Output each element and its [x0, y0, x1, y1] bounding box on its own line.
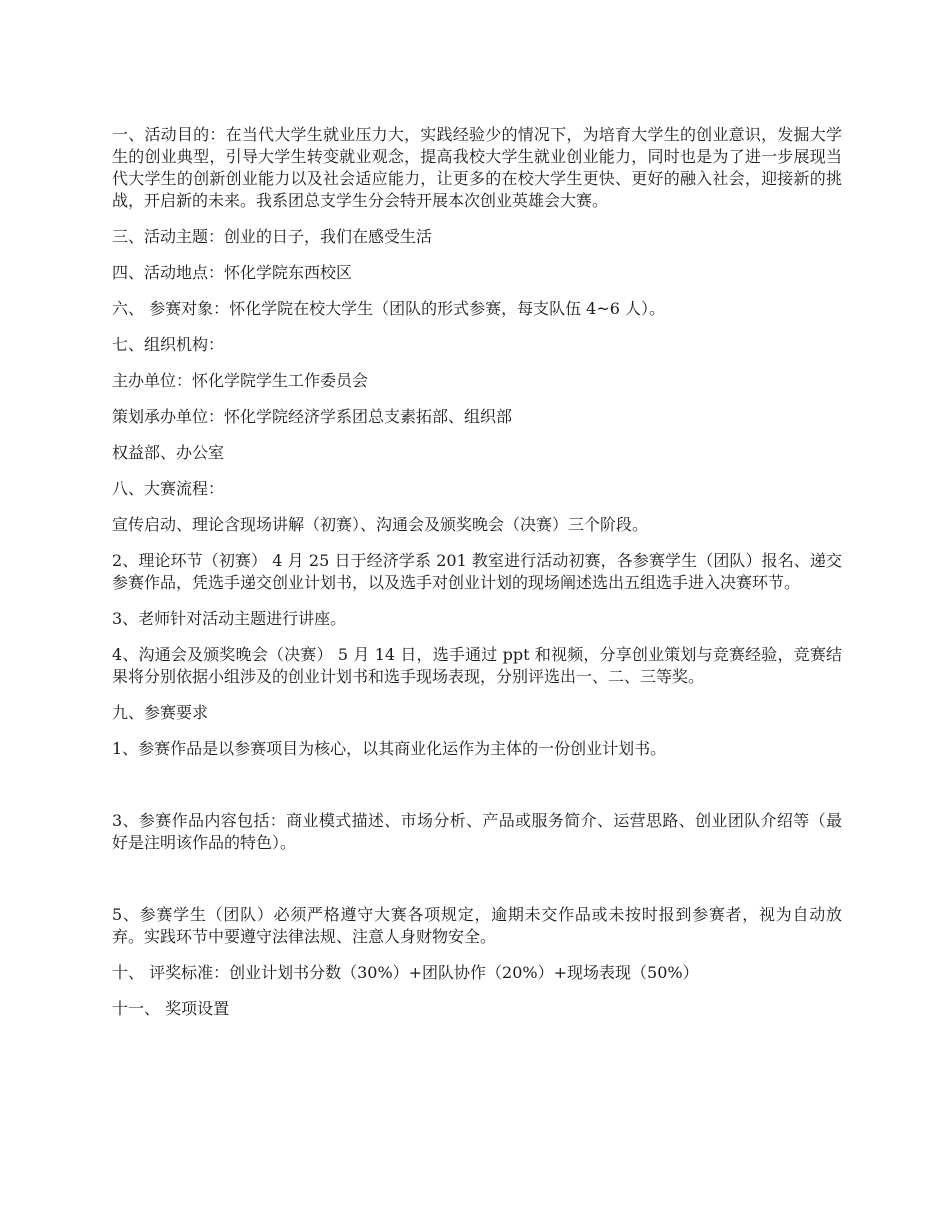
- paragraph-organizer-unit: 策划承办单位：怀化学院经济学系团总支素拓部、组织部: [112, 407, 513, 426]
- paragraph-organizer-unit-cont: 权益部、办公室: [112, 443, 225, 462]
- paragraph-process-stages: 宣传启动、理论含现场讲解（初赛）、沟通会及颁奖晚会（决赛）三个阶段。: [112, 515, 649, 534]
- paragraph-preliminary: 2、理论环节（初赛） 4 月 25 日于经济学系 201 教室进行活动初赛，各参赛学生（团队）报名、递交参赛作品，凭选手递交创业计划书，以及选手对创业计划的现场阐述选出五组选手进入决赛环节。: [112, 551, 842, 592]
- paragraph-lecture: 3、老师针对活动主题进行讲座。: [112, 609, 347, 628]
- paragraph-requirement-3: 3、参赛作品内容包括：商业模式描述、市场分析、产品或服务简介、运营思路、创业团队介绍等（最好是注明该作品的特色）。: [112, 811, 842, 852]
- paragraph-participants: 六、 参赛对象：怀化学院在校大学生（团队的形式参赛，每支队伍 4~6 人）。: [112, 299, 666, 318]
- paragraph-requirements-heading: 九、参赛要求: [112, 703, 209, 722]
- paragraph-activity-location: 四、活动地点：怀化学院东西校区: [112, 263, 353, 282]
- paragraph-activity-purpose: 一、活动目的：在当代大学生就业压力大，实践经验少的情况下，为培育大学生的创业意识，发掘大学生的创业典型，引导大学生转变就业观念，提高我校大学生就业创业能力，同时也是为了进一步展现当代大学生的创新创业能力以及社会适应能力，让更多的在校大学生更快、更好的融入社会，迎接新的挑战，开启新的未来。我系团总支学生分会特开展本次创业英雄会大赛。: [112, 125, 842, 210]
- paragraph-process-heading: 八、大赛流程：: [112, 479, 225, 498]
- blank-spacer: [112, 868, 842, 904]
- paragraph-requirement-1: 1、参赛作品是以参赛项目为核心，以其商业化运作为主体的一份创业计划书。: [112, 739, 667, 758]
- document-body: [112, 124, 842, 1034]
- paragraph-activity-theme: 三、活动主题：创业的日子，我们在感受生活: [112, 227, 433, 246]
- paragraph-final: 4、沟通会及颁奖晚会（决赛） 5 月 14 日，选手通过 ppt 和视频，分享创业策划与竞赛经验，竞赛结果将分别依据小组涉及的创业计划书和选手现场表现，分别评选出一、二、三等奖。: [112, 645, 842, 686]
- paragraph-host-unit: 主办单位：怀化学院学生工作委员会: [112, 371, 369, 390]
- paragraph-requirement-5: 5、参赛学生（团队）必须严格遵守大赛各项规定，逾期未交作品或未按时报到参赛者，视为自动放弃。实践环节中要遵守法律法规、注意人身财物安全。: [112, 905, 842, 946]
- paragraph-awards-heading: 十一、 奖项设置: [112, 999, 230, 1018]
- blank-spacer: [112, 774, 842, 810]
- paragraph-organization-heading: 七、组织机构：: [112, 335, 225, 354]
- paragraph-judging-criteria: 十、 评奖标准：创业计划书分数（30%）+团队协作（20%）+现场表现（50%）: [112, 963, 699, 982]
